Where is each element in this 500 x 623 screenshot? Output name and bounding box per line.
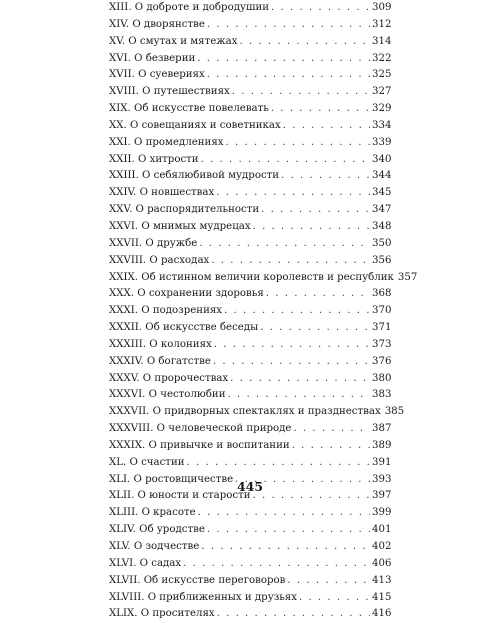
toc-entry-page: 383 [372, 389, 392, 401]
toc-entry-title: XXVI. О мнимых мудрецах [109, 220, 251, 232]
toc-entry [109, 202, 390, 219]
toc-entry [109, 135, 390, 152]
toc-entry [109, 17, 390, 34]
toc-entry-page: 368 [372, 288, 392, 300]
toc-leader-dots [253, 219, 370, 236]
toc-entry [109, 67, 390, 84]
toc-leader-dots [199, 236, 370, 253]
toc-leader-dots [224, 303, 370, 320]
toc-leader-dots [228, 387, 371, 404]
toc-entry [109, 270, 418, 287]
toc-entry-page: 393 [372, 473, 392, 485]
toc-entry-title: XL. О счастии [109, 456, 185, 468]
toc-entry-title: XXXVI. О честолюбии [109, 389, 226, 401]
toc-entry-page: 322 [372, 52, 392, 64]
toc-entry-page: 347 [372, 204, 392, 216]
toc-entry-title: XLIX. О просителях [109, 608, 215, 620]
toc-entry [109, 51, 390, 68]
toc-leader-dots [217, 606, 370, 623]
toc-entry [109, 421, 390, 438]
toc-leader-dots [232, 84, 370, 101]
toc-entry-page: 314 [372, 35, 392, 47]
toc-entry [109, 34, 390, 51]
toc-leader-dots [287, 573, 370, 590]
toc-entry-title: XXXI. О подозрениях [109, 305, 223, 317]
toc-entry-title: XXII. О хитрости [109, 153, 199, 165]
toc-entry-title: XVII. О суевериях [109, 69, 205, 81]
toc-leader-dots [213, 354, 370, 371]
toc-entry-title: XXX. О сохранении здоровья [109, 288, 264, 300]
table-of-contents [109, 0, 418, 623]
toc-leader-dots [271, 0, 370, 17]
toc-leader-dots [187, 455, 370, 472]
toc-entry [109, 185, 390, 202]
toc-leader-dots [260, 320, 370, 337]
toc-leader-dots [266, 286, 370, 303]
toc-entry [109, 354, 390, 371]
toc-entry-title: XXIX. Об истинном величии королевств и республик [109, 271, 394, 283]
toc-entry [109, 337, 390, 354]
toc-leader-dots [207, 67, 370, 84]
toc-entry [109, 539, 390, 556]
toc-entry-page: 385 [384, 406, 405, 418]
toc-entry-title: XXVII. О дружбе [109, 237, 198, 249]
toc-entry [109, 253, 390, 270]
toc-entry-page: 312 [372, 18, 392, 30]
toc-leader-dots [207, 17, 370, 34]
toc-entry-title: XIII. О доброте и добродушии [109, 2, 270, 13]
toc-entry-title: XXXVIII. О человеческой природе [109, 423, 292, 435]
toc-entry [109, 606, 390, 623]
toc-entry [109, 219, 390, 236]
toc-entry-title: XIX. Об искусстве повелевать [109, 103, 269, 115]
toc-entry-title: XXXIII. О колониях [109, 338, 212, 350]
toc-entry-page: 329 [372, 103, 392, 115]
toc-entry-page: 357 [397, 271, 418, 283]
toc-entry-title: XLI. О ростовщичестве [109, 473, 234, 485]
toc-entry [109, 320, 390, 337]
toc-entry-page: 401 [372, 524, 392, 536]
toc-entry-title: XLII. О юности и старости [109, 490, 251, 502]
toc-entry-page: 350 [372, 237, 392, 249]
toc-entry-page: 416 [372, 608, 392, 620]
toc-entry-page: 370 [372, 305, 392, 317]
toc-leader-dots [183, 556, 370, 573]
toc-entry [109, 371, 390, 388]
toc-entry-title: XXXIV. О богатстве [109, 355, 211, 367]
toc-entry-page: 345 [372, 187, 392, 199]
toc-entry-page: 309 [372, 2, 392, 13]
toc-entry-title: XXXII. Об искусстве беседы [109, 322, 259, 334]
toc-entry-page: 406 [372, 557, 392, 569]
toc-entry-title: XVI. О безверии [109, 52, 196, 64]
toc-entry-page: 373 [372, 338, 392, 350]
toc-entry-page: 344 [372, 170, 392, 182]
toc-leader-dots [292, 438, 370, 455]
page-number: 445 [236, 479, 264, 494]
toc-entry [109, 0, 390, 17]
toc-entry-page: 339 [372, 136, 392, 148]
toc-entry-page: 380 [372, 372, 392, 384]
toc-entry-page: 399 [372, 507, 392, 519]
toc-entry-title: XLIV. Об уродстве [109, 524, 205, 536]
toc-leader-dots [207, 522, 370, 539]
toc-leader-dots [226, 135, 370, 152]
toc-entry [109, 438, 390, 455]
toc-entry-title: XLV. О зодчестве [109, 541, 200, 552]
toc-entry [109, 303, 390, 320]
toc-entry [109, 573, 390, 590]
toc-entry-title: XIV. О дворянстве [109, 18, 205, 30]
toc-entry [109, 168, 390, 185]
toc-entry-title: XXXVII. О придворных спектаклях и празднествах [109, 406, 381, 418]
toc-leader-dots [201, 152, 370, 169]
toc-entry-page: 397 [372, 490, 392, 502]
toc-entry-page: 327 [372, 86, 392, 98]
toc-entry-page: 334 [372, 119, 392, 131]
toc-entry-page: 387 [372, 423, 392, 435]
toc-leader-dots [216, 185, 370, 202]
toc-entry [109, 455, 390, 472]
toc-entry-title: XXI. О промедлениях [109, 136, 224, 148]
toc-entry-page: 356 [372, 254, 392, 266]
toc-entry [109, 118, 390, 135]
toc-entry-page: 325 [372, 69, 392, 81]
toc-leader-dots [230, 371, 370, 388]
toc-entry-title: XLIII. О красоте [109, 507, 196, 519]
toc-entry [109, 84, 390, 101]
toc-entry-page: 348 [372, 220, 392, 232]
toc-leader-dots [214, 337, 370, 354]
toc-entry [109, 556, 390, 573]
toc-entry-title: XVIII. О путешествиях [109, 86, 230, 98]
toc-leader-dots [271, 101, 370, 118]
toc-entry-page: 413 [372, 574, 392, 586]
toc-leader-dots [211, 253, 370, 270]
toc-entry-page: 371 [372, 322, 392, 334]
toc-leader-dots [201, 539, 370, 556]
toc-entry [109, 522, 390, 539]
toc-entry [109, 590, 390, 607]
toc-entry-title: XXXV. О пророчествах [109, 372, 229, 384]
toc-leader-dots [293, 421, 370, 438]
toc-entry-page: 389 [372, 439, 392, 451]
toc-entry-page: 402 [372, 541, 392, 552]
toc-entry-page: 376 [372, 355, 392, 367]
toc-entry-page: 391 [372, 456, 392, 468]
toc-entry-title: XV. О смутах и мятежах [109, 35, 238, 47]
toc-entry-title: XXVIII. О расходах [109, 254, 210, 266]
toc-entry-title: XLVII. Об искусстве переговоров [109, 574, 286, 586]
toc-entry [109, 101, 390, 118]
toc-leader-dots [299, 590, 370, 607]
toc-entry-title: XXXIX. О привычке и воспитании [109, 439, 290, 451]
toc-entry-page: 415 [372, 591, 392, 603]
toc-entry-title: XXIV. О новшествах [109, 187, 215, 199]
toc-leader-dots [198, 505, 370, 522]
toc-entry-title: XX. О совещаниях и советниках [109, 119, 281, 131]
toc-entry [109, 387, 390, 404]
toc-entry [109, 505, 390, 522]
toc-entry [109, 152, 390, 169]
toc-entry [109, 236, 390, 253]
toc-entry-page: 340 [372, 153, 392, 165]
toc-leader-dots [261, 202, 370, 219]
toc-entry-title: XLVI. О садах [109, 557, 182, 569]
toc-entry-title: XLVIII. О приближенных и друзьях [109, 591, 297, 603]
toc-entry-title: XXV. О распорядительности [109, 204, 260, 216]
toc-leader-dots [283, 118, 370, 135]
toc-entry [109, 286, 390, 303]
toc-leader-dots [197, 51, 370, 68]
toc-entry [109, 404, 405, 421]
toc-entry-title: XXIII. О себялюбивой мудрости [109, 170, 280, 182]
toc-leader-dots [239, 34, 370, 51]
toc-leader-dots [281, 168, 370, 185]
